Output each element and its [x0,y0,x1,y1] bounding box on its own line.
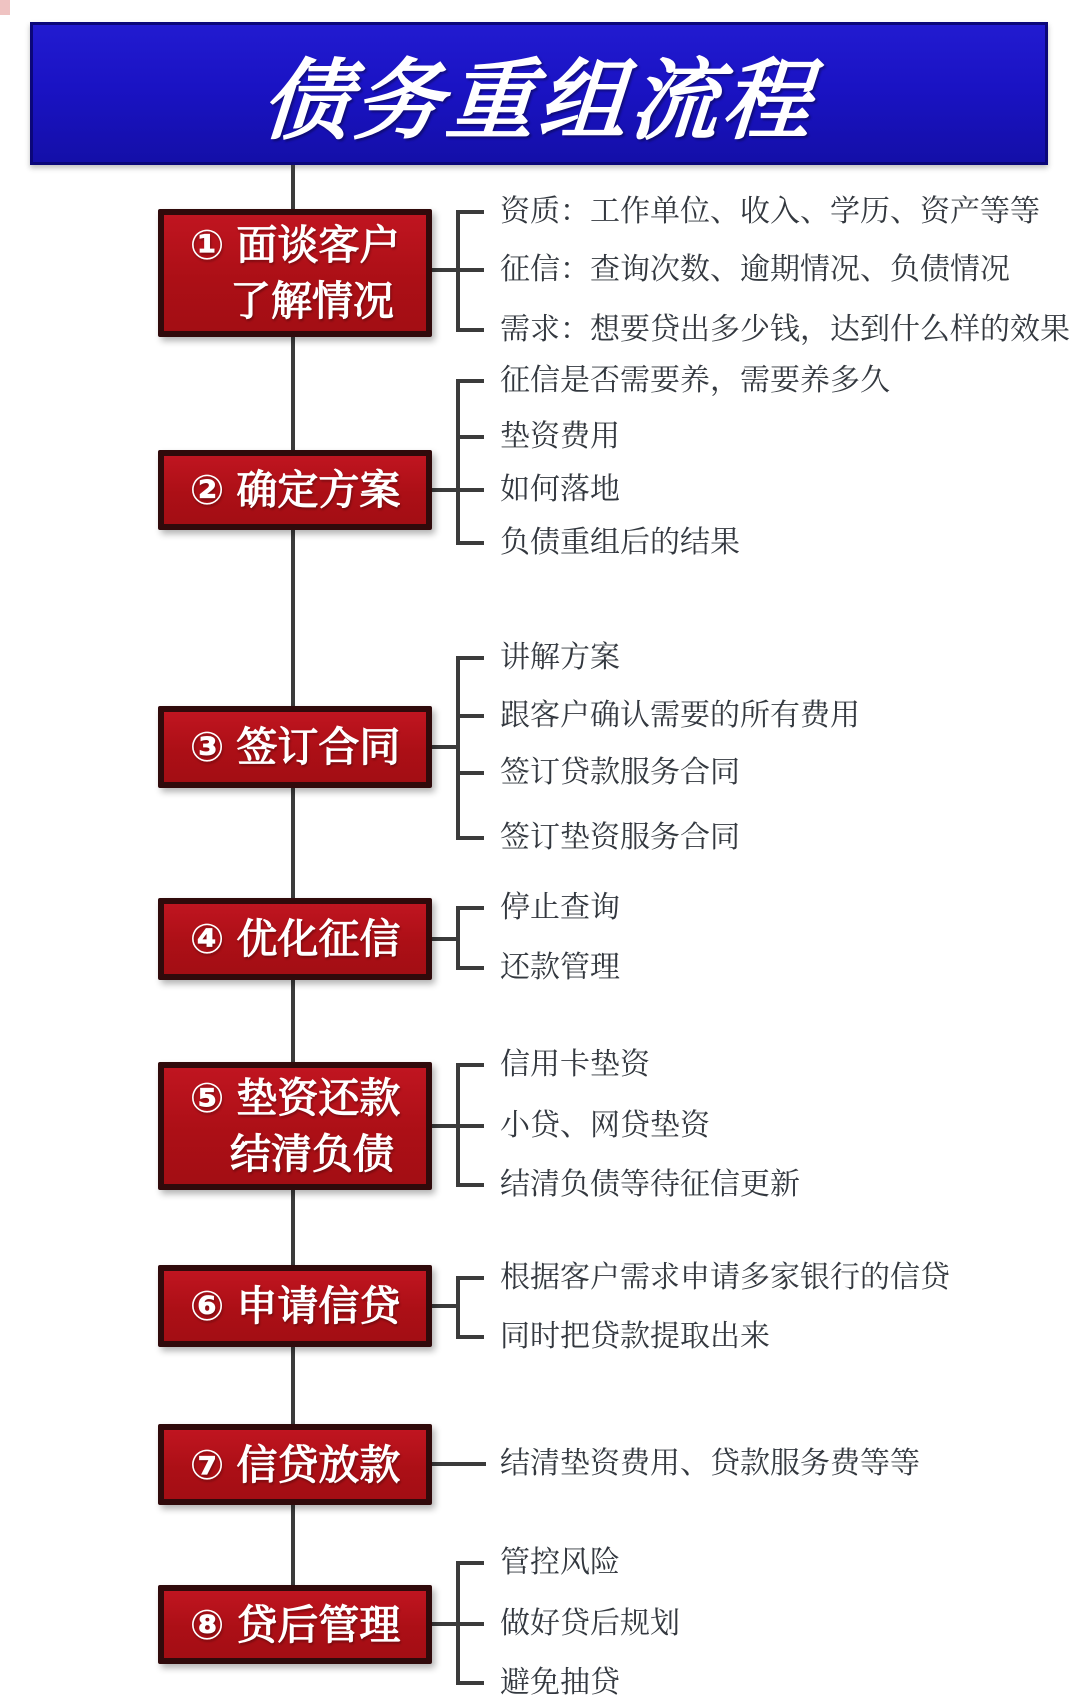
step-box-4 [158,898,432,980]
branch-item: 资质：工作单位、收入、学历、资产等等 [500,194,1040,229]
branch-item: 讲解方案 [500,640,620,675]
branch-item: 做好贷后规划 [500,1606,680,1641]
branch-item: 小贷、网贷垫资 [500,1108,710,1143]
branch-item: 信用卡垫资 [500,1047,650,1082]
tick-line [456,1063,484,1067]
step-label: 贷后管理 [236,1600,401,1649]
connector-line [428,1462,486,1466]
branch-item: 避免抽贷 [500,1665,620,1700]
step-label: 垫资还款 [236,1074,401,1122]
step-number: ⑧ [189,1600,225,1649]
step-label-line2: 结清负债 [230,1130,394,1178]
tick-line [456,1622,484,1626]
tick-line [456,541,484,545]
step-label: 确定方案 [236,466,401,514]
step-box-8 [158,1585,432,1664]
tick-line [456,328,484,332]
tick-line [456,488,484,492]
step-number: ② [189,466,225,514]
tick-line [456,210,484,214]
tick-line [456,435,484,439]
step-label: 签订合同 [236,723,401,771]
branch-item: 签订垫资服务合同 [500,820,740,855]
tick-line [456,656,484,660]
step-number: ③ [189,723,225,771]
step-box-2 [158,450,432,530]
spine-line [291,165,295,1589]
branch-item: 停止查询 [500,890,620,925]
branch-item: 管控风险 [500,1545,620,1580]
tick-line [456,1335,484,1339]
step-label: 优化征信 [236,915,401,963]
bracket-line [456,906,460,970]
tick-line [456,966,484,970]
tick-line [456,268,484,272]
step-label-line2: 了解情况 [230,277,394,325]
branch-item: 根据客户需求申请多家银行的信贷 [500,1260,950,1295]
tick-line [456,1681,484,1685]
step-label: 申请信贷 [236,1282,401,1330]
branch-item: 负债重组后的结果 [500,525,740,560]
step-label: 面谈客户 [236,221,401,269]
branch-item: 结清负债等待征信更新 [500,1167,800,1202]
tick-line [456,1183,484,1187]
branch-item: 征信是否需要养，需要养多久 [500,363,890,398]
step-box-3 [158,706,432,788]
tick-line [456,906,484,910]
tick-line [456,771,484,775]
page-title: 债务重组流程 [258,48,819,152]
tick-line [456,1276,484,1280]
bracket-line [456,656,460,840]
branch-item: 还款管理 [500,950,620,985]
branch-item: 签订贷款服务合同 [500,755,740,790]
branch-item: 如何落地 [500,472,620,507]
tick-line [456,836,484,840]
branch-item: 需求：想要贷出多少钱，达到什么样的效果 [500,312,1070,347]
step-number: ④ [189,915,225,963]
tick-line [456,1124,484,1128]
step-number: ⑤ [189,1074,225,1122]
branch-item: 征信：查询次数、逾期情况、负债情况 [500,252,1010,287]
branch-item: 垫资费用 [500,419,620,454]
step-number: ① [189,221,225,269]
branch-item: 结清垫资费用、贷款服务费等等 [500,1446,920,1481]
step-label: 信贷放款 [236,1440,401,1489]
bracket-line [456,379,460,545]
branch-item: 跟客户确认需要的所有费用 [500,698,860,733]
step-number: ⑥ [189,1282,225,1330]
corner-artifact [0,0,10,15]
tick-line [456,379,484,383]
step-number: ⑦ [189,1440,225,1489]
tick-line [456,1561,484,1565]
title-banner [30,22,1048,165]
bracket-line [456,1276,460,1339]
branch-item: 同时把贷款提取出来 [500,1319,770,1354]
step-box-5 [158,1062,432,1190]
step-box-6 [158,1265,432,1347]
tick-line [456,714,484,718]
step-box-7 [158,1424,432,1505]
step-box-1 [158,209,432,337]
